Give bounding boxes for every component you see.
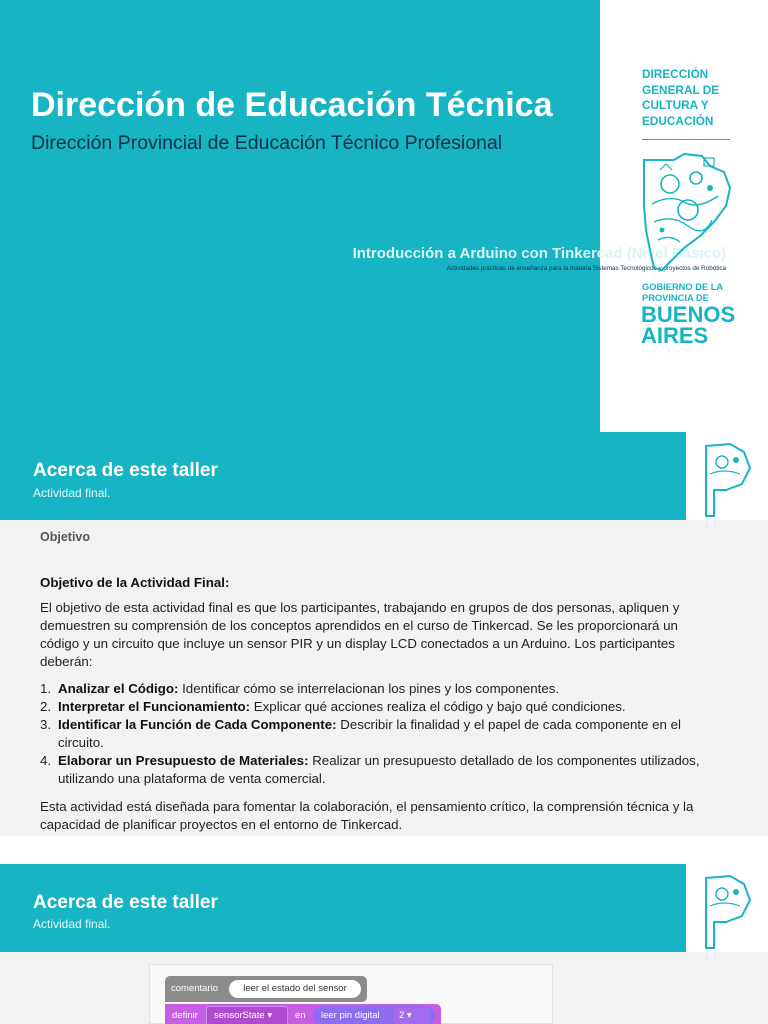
section-subtitle-2: Actividad final.: [33, 917, 111, 931]
cover-subtitle: Dirección Provincial de Educación Técnico Profesional: [31, 132, 503, 154]
section-title-1: Acerca de este taller: [33, 460, 218, 481]
course-subtitle: Actividades prácticas de enseñanza para la materia Sistemas Tecnológicos y proyectos de Robótica: [446, 265, 726, 272]
pin-number-dropdown[interactable]: 2 ▾: [394, 1008, 430, 1024]
objective-intro: El objetivo de esta actividad final es que los participantes, trabajando en grupos de dos personas, apliquen y demuestren su comprensión de los conceptos aprendidos en el curso de Tinkercad. Se les proporcionará un código y un circuito que incluye un sensor PIR y un display LCD conectados a un Arduino. Los participantes deberán:: [40, 600, 680, 669]
read-digital-pin-label: leer pin digital: [321, 1010, 380, 1021]
course-title: Introducción a Arduino con Tinkercad (Nivel Básico): [352, 245, 726, 262]
list-item: 3. Identificar la Función de Cada Componente: Describir la finalidad y el papel de cada componente en el circuito.: [40, 717, 681, 750]
objective-label: Objetivo: [40, 530, 91, 544]
list-item: 2. Interpretar el Funcionamiento: Explicar qué acciones realiza el código y bajo qué condiciones.: [40, 699, 626, 714]
define-block-label: definir: [172, 1010, 198, 1021]
province-logo-icon: [700, 872, 752, 952]
variable-dropdown[interactable]: sensorState ▾: [206, 1006, 288, 1024]
cover-banner: [0, 0, 600, 432]
government-department-title: DIRECCIÓN GENERAL DE CULTURA Y EDUCACIÓN: [642, 67, 720, 128]
section-subtitle-1: Actividad final.: [33, 486, 111, 500]
define-block-en-label: en: [295, 1010, 306, 1021]
list-item: 1. Analizar el Código: Identificar cómo se interrelacionan los pines y los componentes.: [40, 681, 560, 696]
closing-paragraph: Esta actividad está diseñada para fomentar la colaboración, el pensamiento crítico, la comprensión técnica y la capacidad de planificar proyectos en el entorno de Tinkercad.: [40, 799, 694, 832]
government-province-label: GOBIERNO DE LA PROVINCIA DE: [642, 282, 724, 303]
province-map-emblem-icon: [640, 150, 732, 272]
divider: [642, 139, 730, 140]
province-logo-icon: [700, 440, 752, 520]
cover-slide: [0, 0, 768, 432]
province-name: BUENOS AIRES: [641, 302, 736, 348]
objective-heading: Objetivo de la Actividad Final:: [40, 575, 230, 590]
section-title-2: Acerca de este taller: [33, 892, 218, 913]
list-item: 4. Elaborar un Presupuesto de Materiales: Realizar un presupuesto detallado de los componentes utilizados, utilizando una plataforma de venta comercial.: [40, 753, 700, 786]
cover-title: Dirección de Educación Técnica: [31, 86, 553, 124]
task-list: [40, 680, 710, 788]
comment-block-label: comentario: [171, 983, 218, 994]
comment-text-field[interactable]: leer el estado del sensor: [229, 980, 361, 998]
content-area: [0, 520, 768, 836]
